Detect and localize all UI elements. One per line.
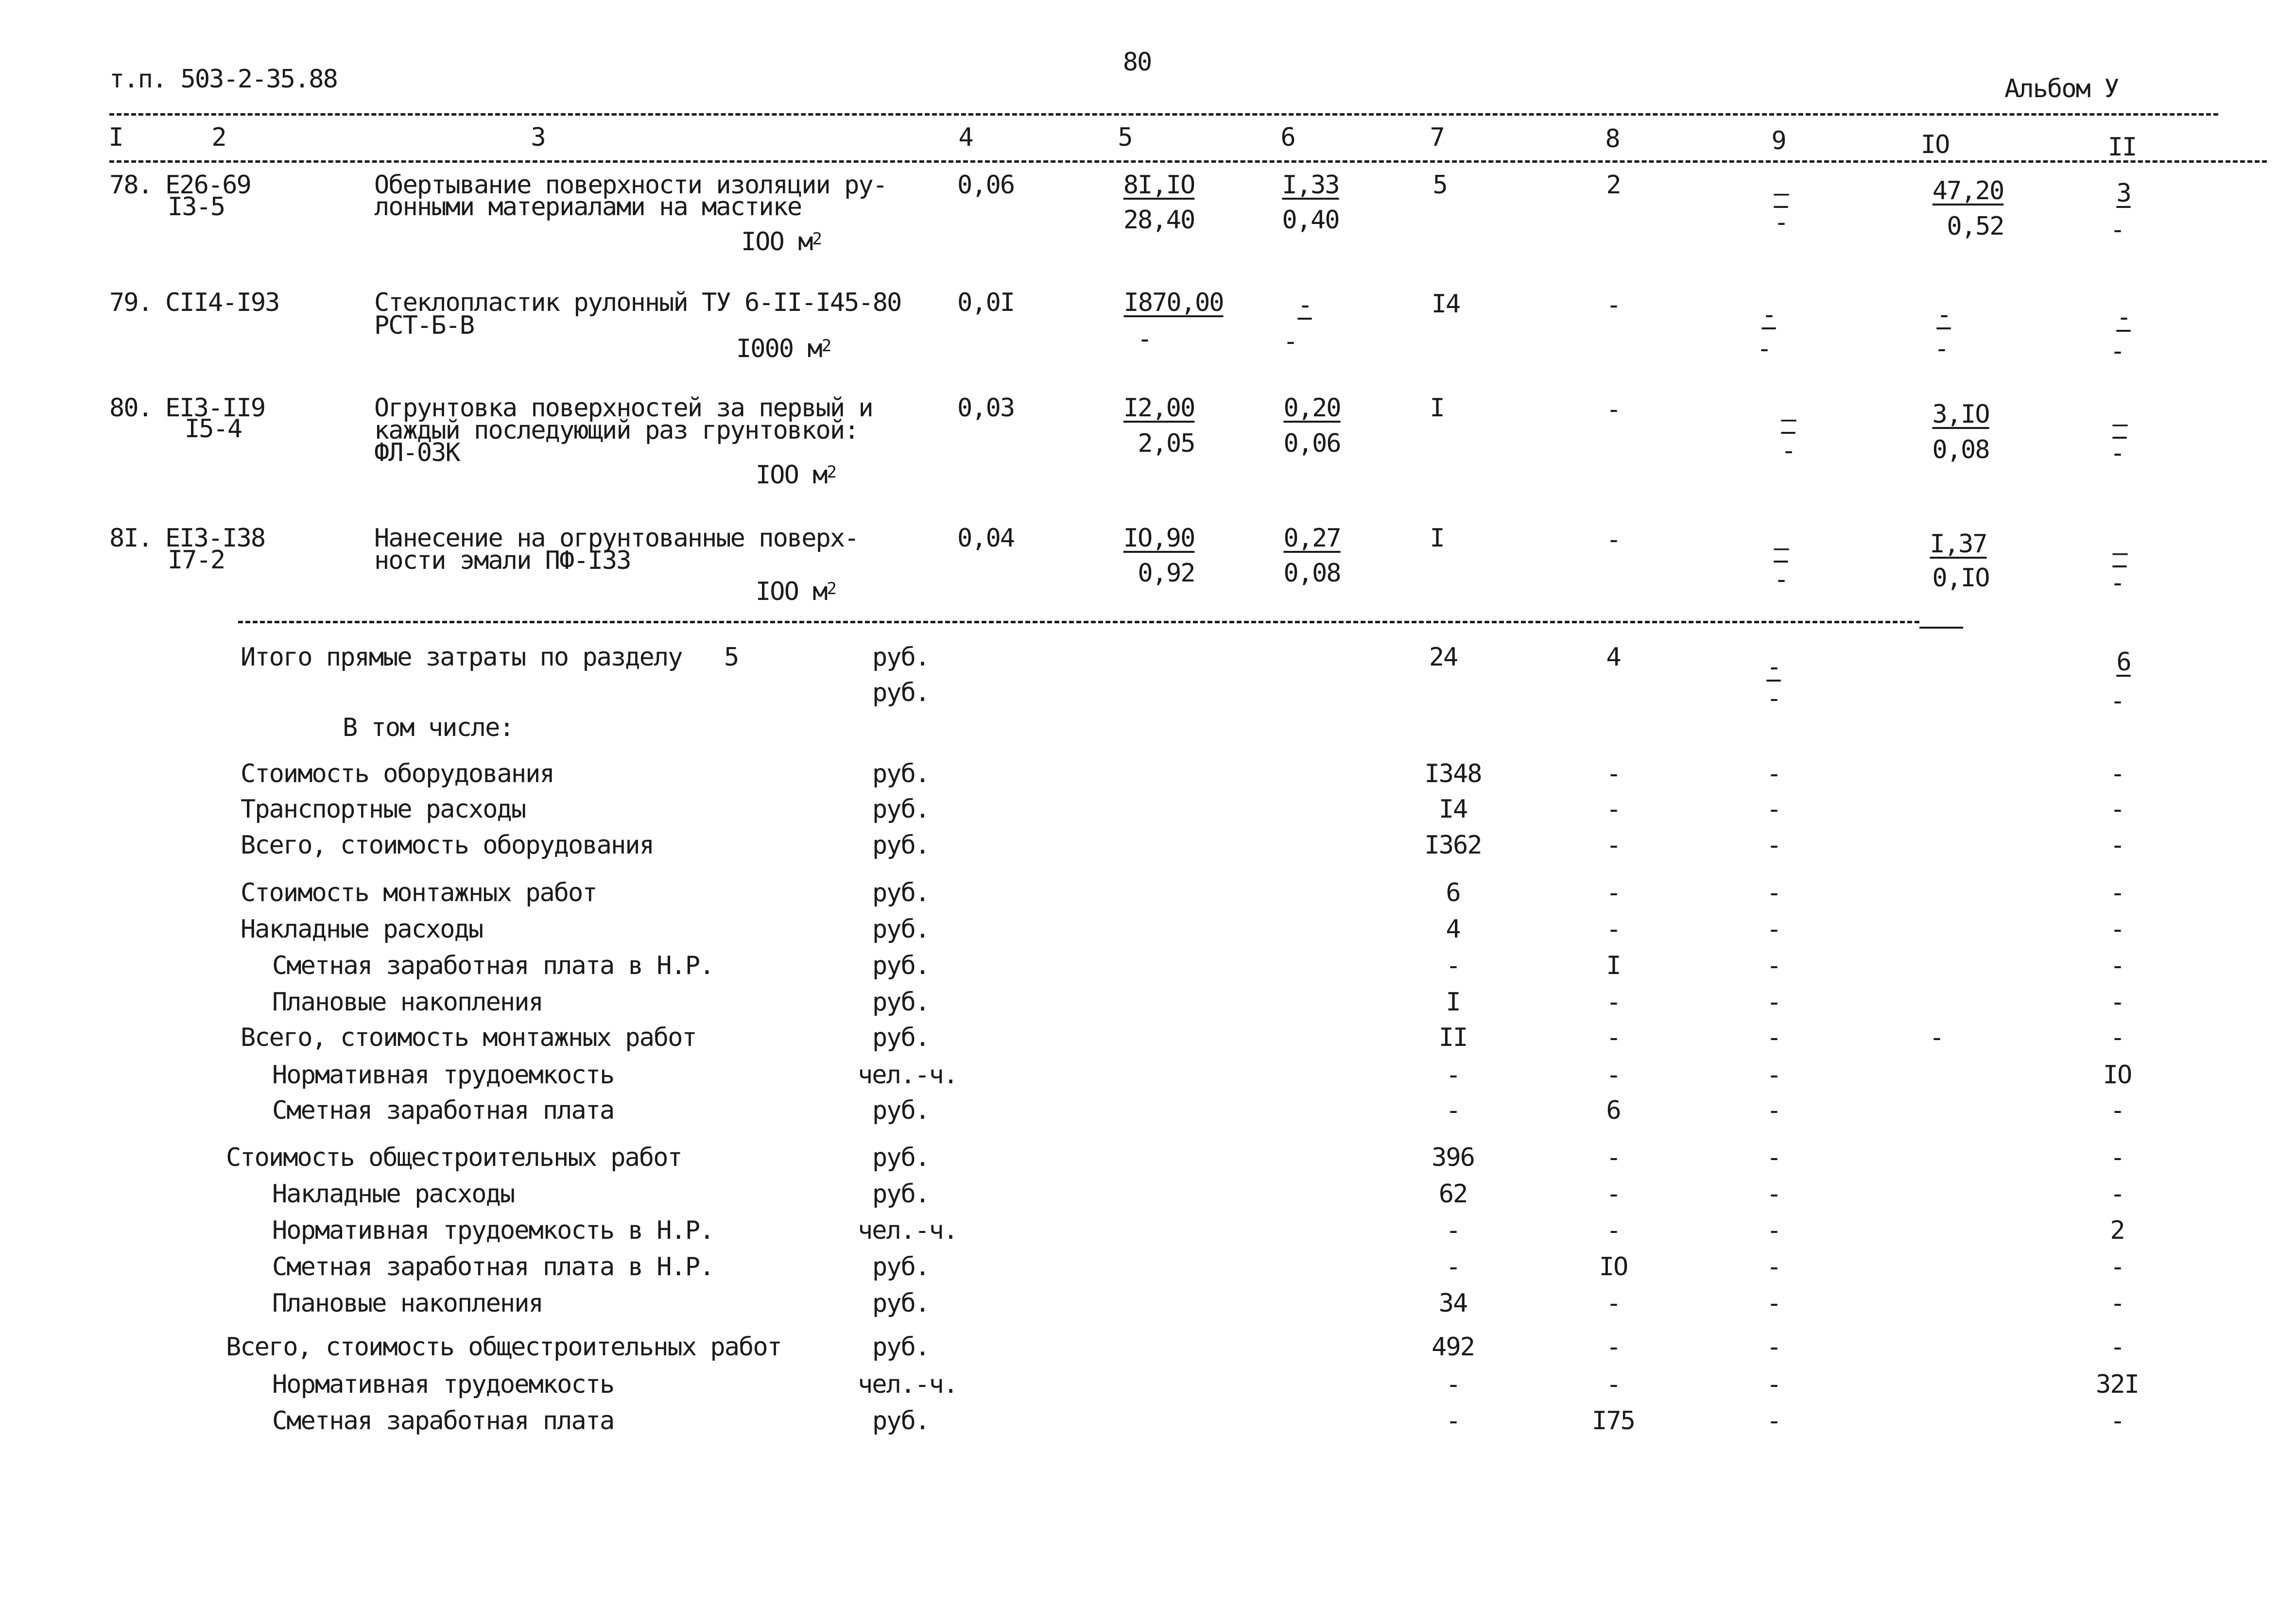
cell-col10-top: 3,IO <box>1932 400 1989 429</box>
cell-col10-bottom: 0,08 <box>1932 435 1989 464</box>
cell-col5-top: I2,00 <box>1123 393 1195 423</box>
summary-unit: руб. <box>872 878 930 907</box>
cell-col7: 5 <box>1433 171 1447 200</box>
summary-col9: - <box>1766 1406 1781 1436</box>
cell-col9-top: – <box>1781 405 1795 434</box>
header-bottom-rule <box>109 160 2267 163</box>
summary-col9: - <box>1766 831 1781 860</box>
summary-col11: - <box>2110 951 2124 980</box>
rate-code: СII4-I93 <box>165 288 279 317</box>
summary-col11: - <box>2110 915 2124 944</box>
cell-col6-bottom: 0,06 <box>1283 429 1341 458</box>
summary-label: Сметная заработная плата <box>272 1096 614 1125</box>
summary-unit: руб. <box>872 988 930 1017</box>
quantity: 0,0I <box>957 288 1015 317</box>
cell-col11-bottom: - <box>2110 215 2124 244</box>
cell-col6-bottom: - <box>1283 327 1297 356</box>
summary-col7: - <box>1446 1216 1460 1245</box>
cell-col11-top: - <box>2116 303 2131 332</box>
summary-col8: I75 <box>1592 1406 1635 1436</box>
summary-unit: руб. <box>872 795 930 824</box>
summary-unit: руб. <box>872 1180 930 1209</box>
summary-col9: - <box>1766 1333 1781 1362</box>
column-header: 3 <box>531 123 545 152</box>
summary-col11: - <box>2110 1289 2124 1318</box>
summary-label: Нормативная трудоемкость <box>272 1060 614 1090</box>
cell-col6-top: - <box>1297 291 1312 320</box>
cell-col5-bottom: 2,05 <box>1138 429 1195 458</box>
summary-label: Плановые накопления <box>272 988 543 1017</box>
summary-label: Стоимость монтажных работ <box>241 878 597 907</box>
summary-col7: I <box>1446 988 1460 1017</box>
summary-label: Транспортные расходы <box>241 795 526 824</box>
summary-col7: 492 <box>1432 1333 1474 1362</box>
cell-col10-top: I,37 <box>1930 530 1987 559</box>
cell-col9-top: - <box>1761 300 1776 329</box>
summary-col7: - <box>1446 1060 1460 1090</box>
cell-col10-bottom: - <box>1934 334 1949 363</box>
item-description: ности эмали ПФ-I33 <box>374 546 631 575</box>
cell-col11-bottom: - <box>2110 337 2124 366</box>
totals-section: 5 <box>724 643 739 672</box>
rate-code-sub: I5-4 <box>185 414 242 444</box>
measure-unit: IOO $м^2$ <box>756 461 836 490</box>
summary-col8: - <box>1606 988 1621 1017</box>
summary-unit: руб. <box>872 1406 930 1436</box>
column-header: II <box>2107 133 2137 162</box>
summary-col7: I4 <box>1438 795 1467 824</box>
summary-col11: - <box>2110 878 2124 907</box>
summary-col11: - <box>2110 1096 2124 1125</box>
column-header: 7 <box>1430 123 1444 152</box>
row-number: 79. <box>109 288 152 317</box>
summary-col8: - <box>1606 878 1621 907</box>
summary-col11: - <box>2110 759 2124 788</box>
cell-col10-top: 47,20 <box>1932 176 2004 205</box>
column-header: I <box>108 123 123 152</box>
cell-col8: 2 <box>1606 171 1621 200</box>
item-description: каждый последующий раз грунтовкой: <box>374 416 859 445</box>
summary-unit: руб. <box>872 951 930 980</box>
summary-col11: - <box>2110 988 2124 1017</box>
summary-label: Всего, стоимость оборудования <box>241 831 654 860</box>
section-end-rule <box>238 621 1919 623</box>
cell-col6-top: I,33 <box>1282 171 1339 200</box>
summary-label: Нормативная трудоемкость в Н.Р. <box>272 1216 714 1245</box>
including-label: В том числе: <box>343 713 514 742</box>
summary-unit: руб. <box>872 759 930 788</box>
cell-col7: I4 <box>1431 290 1460 319</box>
summary-unit: руб. <box>872 1023 930 1052</box>
summary-col7: I348 <box>1424 759 1482 788</box>
summary-col9: - <box>1766 1180 1781 1209</box>
summary-col9: - <box>1766 1096 1781 1125</box>
summary-col9: - <box>1766 1143 1781 1172</box>
summary-col7: - <box>1446 1370 1460 1399</box>
cell-col9-bottom: - <box>1757 334 1771 363</box>
cell-col11-top: – <box>2112 410 2127 439</box>
summary-col8: - <box>1606 759 1621 788</box>
quantity: 0,03 <box>957 393 1015 423</box>
cell-col10-bottom: 0,52 <box>1947 212 2004 241</box>
summary-label: Сметная заработная плата в Н.Р. <box>272 1252 714 1282</box>
rate-code-sub: I7-2 <box>168 546 225 575</box>
row-number: 78. <box>109 171 152 200</box>
totals-unit: руб. <box>872 643 930 672</box>
summary-col7: 6 <box>1446 878 1460 907</box>
summary-col9: - <box>1766 1023 1781 1052</box>
summary-col9: - <box>1766 878 1781 907</box>
summary-col8: - <box>1606 1180 1621 1209</box>
summary-col9: - <box>1766 951 1781 980</box>
summary-col8: IO <box>1599 1252 1628 1282</box>
summary-col9: - <box>1766 795 1781 824</box>
summary-unit: руб. <box>872 1143 930 1172</box>
cell-col8: - <box>1606 395 1621 424</box>
summary-col11: - <box>2110 1252 2124 1282</box>
summary-col8: - <box>1606 1370 1621 1399</box>
summary-col8: - <box>1606 915 1621 944</box>
column-header: 4 <box>958 123 973 152</box>
totals-label: Итого прямые затраты по разделу <box>241 643 682 672</box>
album-label: Альбом У <box>2004 74 2119 103</box>
cell-col9-top: – <box>1774 179 1788 208</box>
summary-col9: - <box>1766 1060 1781 1090</box>
rate-code: Е26-69 <box>165 171 251 200</box>
summary-col8: - <box>1606 1060 1621 1090</box>
measure-unit: IOO $м^2$ <box>741 227 822 256</box>
cell-col5-top: 8I,IO <box>1123 171 1195 200</box>
cell-col9-top: – <box>1774 533 1788 563</box>
summary-label: Стоимость общестроительных работ <box>226 1143 682 1172</box>
summary-col9: - <box>1766 1370 1781 1399</box>
cell-col5-top: IO,90 <box>1123 524 1195 553</box>
summary-col7: 4 <box>1446 915 1460 944</box>
item-description: РСТ-Б-В <box>374 311 474 340</box>
header-top-rule <box>109 113 2218 116</box>
summary-col11: 2 <box>2110 1216 2124 1245</box>
column-header: 9 <box>1771 126 1786 155</box>
column-header: 2 <box>211 123 226 152</box>
document-code: т.п. 503-2-35.88 <box>109 65 337 94</box>
summary-col8: - <box>1606 1216 1621 1245</box>
item-description: Стеклопластик рулонный ТУ 6-II-I45-80 <box>374 288 901 317</box>
summary-unit: чел.-ч. <box>858 1216 958 1245</box>
cell-col8: - <box>1606 291 1621 320</box>
summary-label: Накладные расходы <box>241 915 483 944</box>
summary-col8: - <box>1606 1143 1621 1172</box>
summary-col7: II <box>1438 1023 1467 1052</box>
totals-unit: руб. <box>872 678 930 707</box>
summary-col9: - <box>1766 1252 1781 1282</box>
summary-col11: 32I <box>2096 1370 2139 1399</box>
cell-col5-bottom: 0,92 <box>1138 559 1195 588</box>
totals-col11-bottom: - <box>2110 686 2124 716</box>
summary-unit: чел.-ч. <box>858 1060 958 1090</box>
summary-col11: IO <box>2103 1060 2132 1090</box>
row-number: 80. <box>109 393 152 423</box>
quantity: 0,06 <box>957 171 1015 200</box>
summary-col7: - <box>1446 1252 1460 1282</box>
cell-col11-top: – <box>2112 538 2127 567</box>
measure-unit: I000 $м^2$ <box>736 334 831 363</box>
cell-col5-bottom: 28,40 <box>1123 205 1195 235</box>
totals-col9-bottom: - <box>1766 684 1781 713</box>
rate-code: ЕI3-I38 <box>165 524 265 553</box>
summary-col7: - <box>1446 1406 1460 1436</box>
summary-unit: руб. <box>872 1289 930 1318</box>
summary-col8: - <box>1606 831 1621 860</box>
totals-col9-top: - <box>1766 652 1781 682</box>
summary-label: Накладные расходы <box>272 1180 515 1209</box>
cell-col6-top: 0,20 <box>1283 393 1341 423</box>
cell-col9-bottom: - <box>1781 436 1795 465</box>
measure-unit: IOO $м^2$ <box>756 577 836 606</box>
item-description: ФЛ-03К <box>374 438 460 467</box>
cell-col7: I <box>1430 524 1444 553</box>
cell-col11-bottom: - <box>2110 439 2124 468</box>
summary-col9: - <box>1766 915 1781 944</box>
summary-col8: - <box>1606 795 1621 824</box>
column-header: 5 <box>1118 123 1132 152</box>
summary-unit: руб. <box>872 1252 930 1282</box>
item-description: лонными материалами на мастике <box>374 192 802 222</box>
summary-label: Сметная заработная плата в Н.Р. <box>272 951 714 980</box>
column-header: IO <box>1920 130 1950 159</box>
summary-col11: - <box>2110 1180 2124 1209</box>
cell-col10-top: - <box>1936 300 1951 329</box>
summary-col7: 34 <box>1438 1289 1467 1318</box>
cell-col6-bottom: 0,40 <box>1282 205 1339 235</box>
cell-col11-top: 3 <box>2116 179 2131 208</box>
column-header: 8 <box>1605 124 1620 154</box>
column-header: 6 <box>1280 123 1295 152</box>
summary-col11: - <box>2110 831 2124 860</box>
rate-code: ЕI3-II9 <box>165 393 265 423</box>
summary-col11: - <box>2110 1143 2124 1172</box>
page-number: 80 <box>1122 48 1152 77</box>
cell-col9-bottom: - <box>1774 565 1788 594</box>
summary-col9: - <box>1766 1216 1781 1245</box>
summary-label: Нормативная трудоемкость <box>272 1370 614 1399</box>
summary-col8: I <box>1606 951 1621 980</box>
summary-col9: - <box>1766 988 1781 1017</box>
summary-col7: - <box>1446 951 1460 980</box>
totals-col11-top: 6 <box>2116 648 2131 677</box>
rate-code-sub: I3-5 <box>168 192 225 222</box>
summary-col9: - <box>1766 759 1781 788</box>
cell-col5-top: I870,00 <box>1123 288 1224 317</box>
item-description: Огрунтовка поверхностей за первый и <box>374 393 873 423</box>
summary-label: Плановые накопления <box>272 1289 543 1318</box>
row-number: 8I. <box>109 524 152 553</box>
summary-unit: руб. <box>872 831 930 860</box>
cell-col9-bottom: - <box>1774 208 1788 237</box>
summary-label: Сметная заработная плата <box>272 1406 614 1436</box>
summary-col11: - <box>2110 1023 2124 1052</box>
cell-col5-bottom: - <box>1137 325 1152 354</box>
cell-col10-bottom: 0,IO <box>1932 564 1989 593</box>
summary-unit: чел.-ч. <box>858 1370 958 1399</box>
cell-col8: - <box>1606 525 1621 554</box>
summary-label: Всего, стоимость монтажных работ <box>241 1023 696 1052</box>
item-description: Нанесение на огрунтованные поверх- <box>374 524 859 553</box>
summary-label: Всего, стоимость общестроительных работ <box>226 1333 781 1362</box>
summary-col8: - <box>1606 1289 1621 1318</box>
summary-col11: - <box>2110 1406 2124 1436</box>
summary-col8: 6 <box>1606 1096 1621 1125</box>
summary-col7: 62 <box>1438 1180 1467 1209</box>
summary-col9: - <box>1766 1289 1781 1318</box>
summary-col10: - <box>1929 1023 1944 1052</box>
totals-col7: 24 <box>1429 643 1458 672</box>
quantity: 0,04 <box>957 524 1015 553</box>
summary-unit: руб. <box>872 915 930 944</box>
summary-col11: - <box>2110 1333 2124 1362</box>
summary-unit: руб. <box>872 1333 930 1362</box>
cell-col6-top: 0,27 <box>1283 524 1341 553</box>
summary-label: Стоимость оборудования <box>241 759 554 788</box>
cell-col11-bottom: - <box>2110 568 2124 598</box>
section-end-stroke <box>1919 627 1963 629</box>
cell-col6-bottom: 0,08 <box>1283 559 1341 588</box>
summary-col7: I362 <box>1424 831 1482 860</box>
cell-col7: I <box>1430 393 1444 423</box>
totals-col8: 4 <box>1606 643 1621 672</box>
summary-col8: - <box>1606 1023 1621 1052</box>
summary-unit: руб. <box>872 1096 930 1125</box>
summary-col11: - <box>2110 795 2124 824</box>
summary-col8: - <box>1606 1333 1621 1362</box>
summary-col7: 396 <box>1432 1143 1474 1172</box>
item-description: Обертывание поверхности изоляции ру- <box>374 171 887 200</box>
summary-col7: - <box>1446 1096 1460 1125</box>
